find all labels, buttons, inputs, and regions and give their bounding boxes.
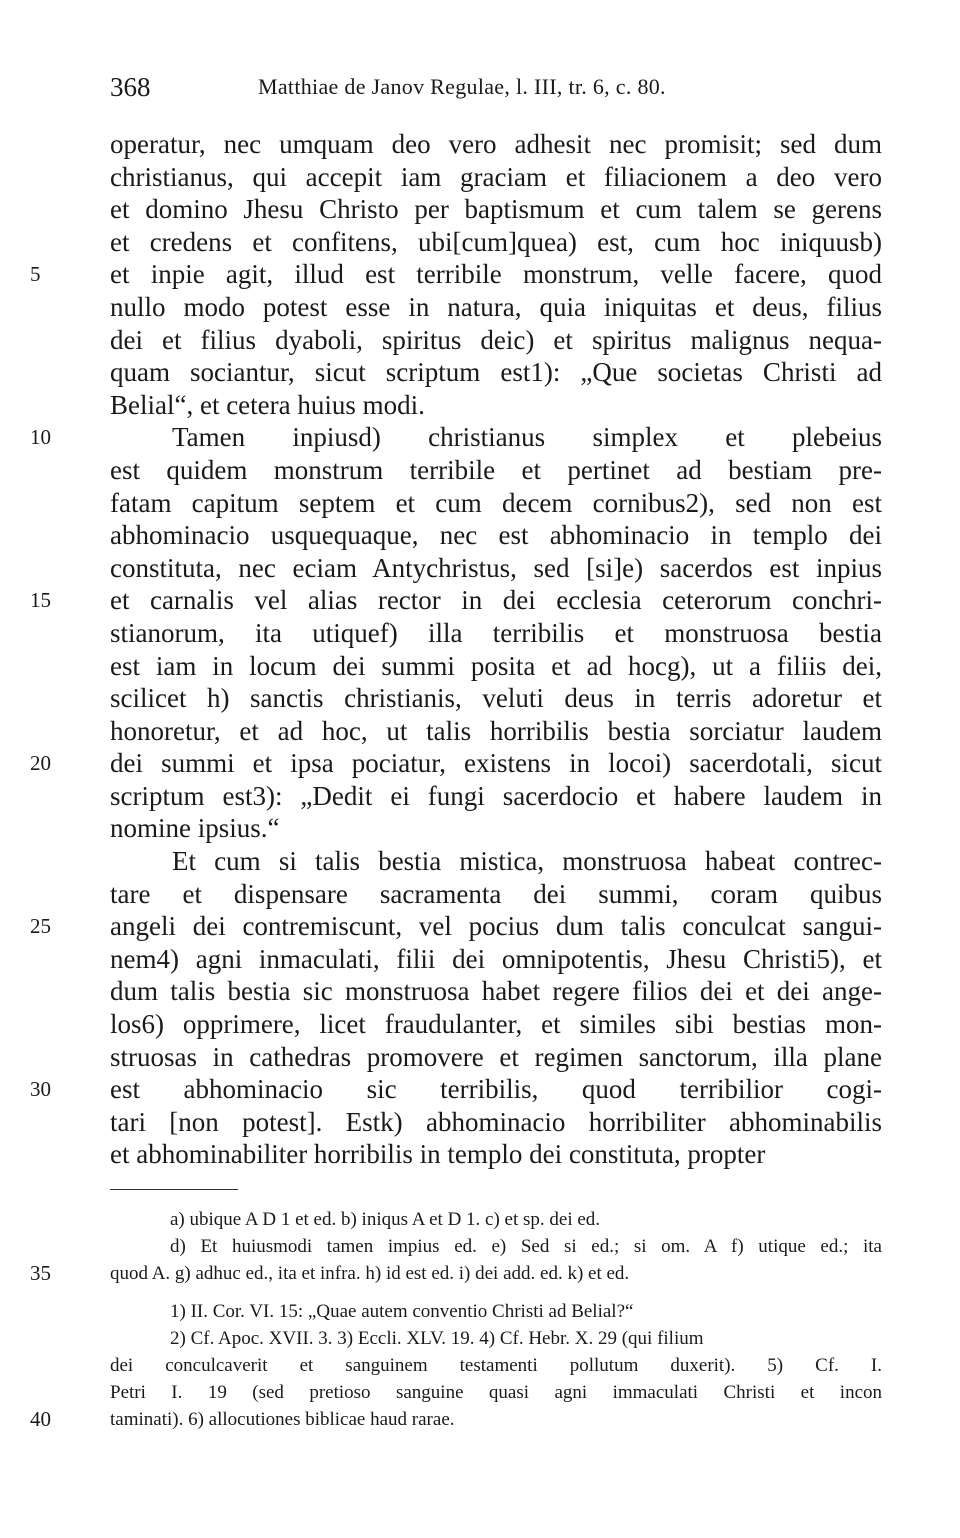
line-number: 5 [30,262,41,287]
line-text: stianorum, ita utiquef) illa terribilis et monstruosa bestia [110,617,882,648]
line-text: tare et dispensare sacramenta dei summi, coram quibus [110,878,882,909]
line-text: est abhominacio sic terribilis, quod terribilior cogi- [110,1074,882,1105]
line-text: nullo modo potest esse in natura, quia iniquitas et deus, filius [110,291,882,322]
line-text: scriptum est3): „Dedit ei fungi sacerdocio et habere laudem in [110,780,882,811]
footnote-text: taminati). 6) allocutiones biblicae haud rarae. [110,1409,455,1431]
footnotes [30,1206,882,1434]
text-line [110,389,882,422]
text-line [110,519,882,552]
footnote-text: a) ubique A D 1 et ed. b) iniqus A et D 1. c) et sp. dei ed. [170,1209,601,1230]
source-note-line [110,1352,882,1379]
footnote-text: dei conculcaverit et sanguinem testamenti pollutum duxerit). 5) Cf. I. [110,1354,882,1376]
footnote-text: d) Et huiusmodi tamen impius ed. e) Sed si ed.; si om. A f) utique ed.; ita [170,1236,882,1258]
text-line [110,1106,882,1139]
line-text: et inpie agit, illud est terribile monstrum, velle facere, quod [110,259,882,290]
line-text: honoretur, et ad hoc, ut talis horribilis bestia sorciatur laudem [110,715,882,746]
source-note-line [30,1406,882,1433]
text-line [110,812,882,845]
line-text: nem4) agni inmaculati, filii dei omnipotentis, Jhesu Christi5), et [110,943,882,974]
text-line [110,780,882,813]
footnote-rule [110,1189,238,1190]
text-line [110,682,882,715]
line-text: los6) opprimere, licet fraudulanter, et similes sibi bestias mon- [110,1009,882,1040]
text-line [110,1008,882,1041]
text-line [110,878,882,911]
line-number: 10 [30,425,51,450]
line-number: 25 [30,914,51,939]
line-number: 30 [30,1077,51,1102]
text-line [110,291,882,324]
text-line [110,193,882,226]
text-line [110,943,882,976]
line-text: et carnalis vel alias rector in dei ecclesia ceterorum conchri- [110,585,882,616]
line-text: dum talis bestia sic monstruosa habet regere filios dei et dei ange- [110,976,882,1007]
page-number: 368 [110,72,151,102]
text-line [110,1041,882,1074]
text-line [110,845,882,878]
body-text [30,128,882,1171]
footnote-text: 2) Cf. Apoc. XVII. 3. 3) Eccli. XLV. 19. 4) Cf. Hebr. X. 29 (qui filium [170,1327,704,1349]
text-line [110,617,882,650]
text-line [110,552,882,585]
text-line [110,161,882,194]
line-text: dei summi et ipsa pociatur, existens in locoi) sacerdotali, sicut [110,748,882,779]
line-number: 35 [30,1261,51,1286]
text-line [110,356,882,389]
line-text: struosas in cathedras promovere et regimen sanctorum, illa plane [110,1041,882,1072]
line-text: tari [non potest]. Estk) abhominacio horribiliter abhominabilis [110,1106,882,1137]
line-text: quam sociantur, sicut scriptum est1): „Que societas Christi ad [110,357,882,388]
line-number: 15 [30,588,51,613]
line-text: scilicet h) sanctis christianis, veluti deus in terris adoretur et [110,683,882,714]
text-line [110,226,882,259]
line-text: Belial“, et cetera huius modi. [110,389,425,420]
text-line [110,487,882,520]
line-text: fatam capitum septem et cum decem cornibus2), sed non est [110,487,882,518]
text-line [110,650,882,683]
source-note-line [110,1325,882,1352]
line-text: dei et filius dyaboli, spiritus deic) et spiritus malignus nequa- [110,324,882,355]
apparatus-line [110,1233,882,1260]
source-note-line [110,1379,882,1406]
text-line [110,324,882,357]
footnote-gap [110,1288,882,1298]
line-text: Et cum si talis bestia mistica, monstruosa habeat contrec- [172,846,882,877]
text-line [110,715,882,748]
text-line [30,421,882,454]
line-text: constituta, nec eciam Antychristus, sed [si]e) sacerdos est inpius [110,552,882,583]
footnote-text: quod A. g) adhuc ed., ita et infra. h) id est ed. i) dei add. ed. k) et ed. [110,1263,630,1285]
apparatus-line [30,1260,882,1287]
line-text: christianus, qui accepit iam graciam et filiacionem a deo vero [110,161,882,192]
line-text: et domino Jhesu Christo per baptismum et cum talem se gerens [110,194,882,225]
text-line [30,910,882,943]
text-line [30,584,882,617]
apparatus-line [110,1206,882,1233]
line-text: angeli dei contremiscunt, vel pocius dum talis conculcat sangui- [110,911,882,942]
line-text: operatur, nec umquam deo vero adhesit nec promisit; sed dum [110,129,882,159]
line-text: et credens et confitens, ubi[cum]quea) est, cum hoc iniquusb) [110,226,882,257]
text-line [30,1073,882,1106]
footnote-text: Petri I. 19 (sed pretioso sanguine quasi agni immaculati Christi et incon [110,1382,882,1404]
line-number: 20 [30,751,51,776]
text-line [30,747,882,780]
line-text: nomine ipsius.“ [110,813,280,844]
text-line [110,128,882,161]
line-number: 40 [30,1407,51,1432]
text-line [110,975,882,1008]
source-note-line [110,1298,882,1325]
text-line [110,1138,882,1171]
text-line [110,454,882,487]
text-line [30,258,882,291]
line-text: est iam in locum dei summi posita et ad hocg), ut a filiis dei, [110,650,882,681]
footnote-text: 1) II. Cor. VI. 15: „Quae autem conventio Christi ad Belial?“ [170,1300,634,1322]
running-head: Matthiae de Janov Regulae, l. III, tr. 6, c. 80. [258,74,666,99]
line-text: abhominacio usquequaque, nec est abhominacio in templo dei [110,520,882,551]
line-text: est quidem monstrum terribile et pertinet ad bestiam pre- [110,454,882,485]
line-text: et abhominabiliter horribilis in templo dei constituta, propter [110,1139,766,1170]
line-text: Tamen inpiusd) christianus simplex et plebeius [172,422,882,453]
